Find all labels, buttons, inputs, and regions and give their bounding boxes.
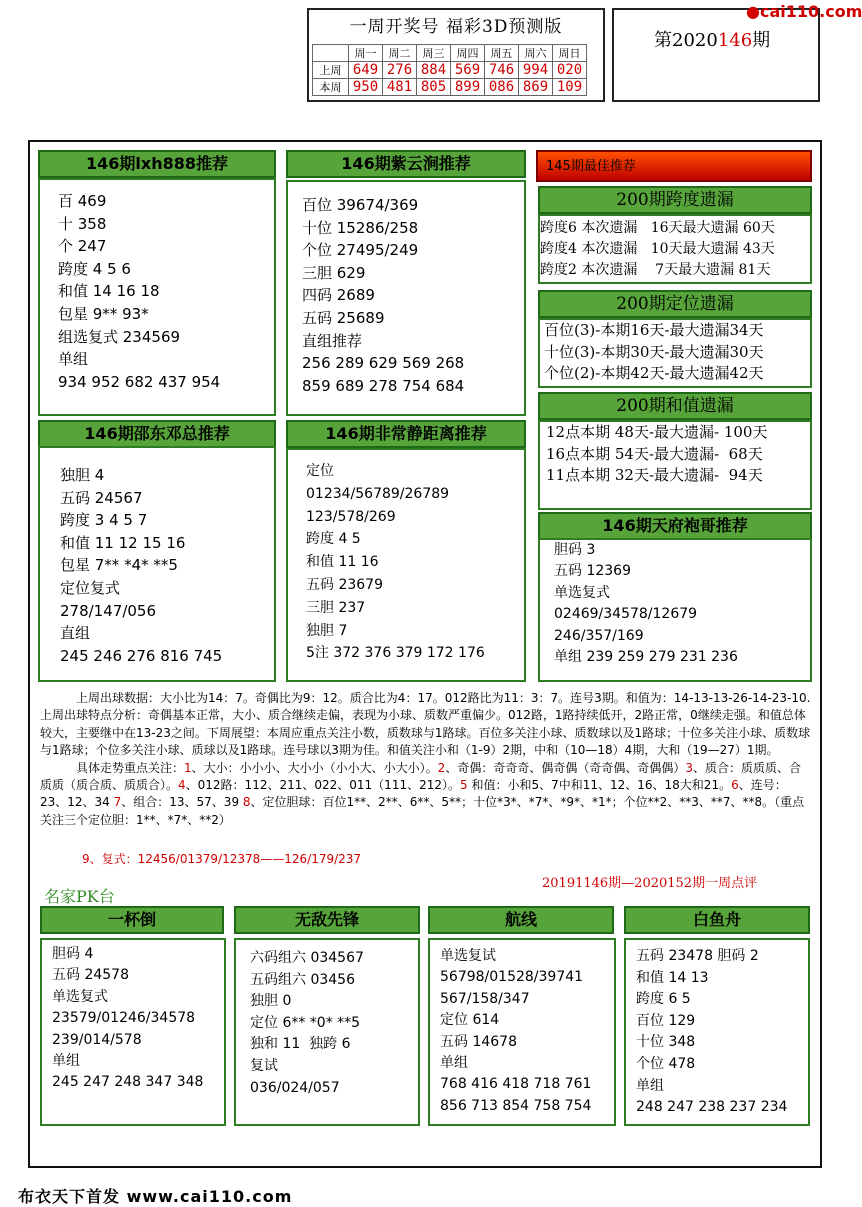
panel-lxh888-content xyxy=(58,190,220,393)
panel-line: 278/147/056 xyxy=(60,601,156,620)
pk-baiyuzhou-title: 白鱼舟 xyxy=(624,906,810,934)
draw-number: 805 xyxy=(417,79,451,96)
panel-line: 独和 11 独跨 6 xyxy=(250,1036,351,1053)
panel-line: 5注 372 376 379 172 176 xyxy=(306,645,485,662)
panel-line: 直组推荐 xyxy=(302,331,363,350)
footer-source: 布衣天下首发 www.cai110.com xyxy=(18,1187,293,1206)
panel-line: 12点本期 48天-最大遗漏- 100天 xyxy=(546,423,768,441)
analysis-summary: 上周出球数据：大小比为14：7。奇偶比为9：12。质合比为4：17。012路比为11：3：7。连号3期。和值为：14-13-13-26-14-23-10.上周出球特点分析：奇偶基本正常，大小、质合继续走偏，表现为小球、质数严重偏少。012路，1路持续低开，2路正常，0继续走强。和值总体较大，主要继中在13-23之间。下周展望：本周应重点关注小数，质数球与1路球。百位多关注小球、质数球以及1路球；十位多关注小球、质数球与1路球；个位多关注小球、质球以及1路球。连号球以3期为佳。和值关注小和（1-9）2期，中和（10—18）4期，大和（19—27）1期。 xyxy=(40,691,811,758)
panel-line: 五码 23478 胆码 2 xyxy=(636,948,759,964)
analysis-text xyxy=(40,690,812,829)
panel-line: 单选复试 xyxy=(440,948,496,964)
panel-line: 跨度 4 5 xyxy=(306,531,361,548)
weekly-draw-title: 一周开奖号 福彩3D预测版 xyxy=(349,17,563,37)
panel-line: 239/014/578 xyxy=(52,1031,142,1048)
panel-line: 十位 15286/258 xyxy=(302,218,419,237)
day-cell: 周四 xyxy=(451,45,485,62)
draw-number: 899 xyxy=(451,79,485,96)
panel-line: 跨度 3 4 5 7 xyxy=(60,511,148,530)
last-week-row xyxy=(313,62,587,79)
panel-line: 跨度 6 5 xyxy=(636,991,691,1008)
panel-line: 02469/34578/12679 xyxy=(554,606,698,623)
panel-tianfu-title: 146期天府袍哥推荐 xyxy=(538,512,812,540)
panel-line: 859 689 278 754 684 xyxy=(302,376,465,395)
panel-line: 复试 xyxy=(250,1057,278,1074)
panel-line: 五码 14678 xyxy=(440,1033,517,1050)
issue-box xyxy=(612,8,820,102)
panel-line: 跨度4 本次遗漏 10天最大遗漏 43天 xyxy=(540,241,775,257)
review-period: 20191146期—2020152期一周点评 xyxy=(542,876,758,891)
weekly-draw-box xyxy=(307,8,605,102)
panel-line: 百 469 xyxy=(58,192,107,210)
pk-hangxian-title: 航线 xyxy=(428,906,614,934)
panel-line: 包星 7** *4* **5 xyxy=(60,556,178,575)
pk-baiyuzhou-content xyxy=(636,946,787,1119)
panel-line: 独胆 7 xyxy=(306,622,348,639)
panel-lxh888-title: 146期lxh888推荐 xyxy=(38,150,276,178)
panel-line: 跨度2 本次遗漏 7天最大遗漏 81天 xyxy=(540,262,771,278)
day-row xyxy=(313,45,587,62)
panel-line: 定位 614 xyxy=(440,1012,500,1029)
panel-line: 单组 xyxy=(58,350,89,369)
weekly-draw-table xyxy=(312,44,587,96)
panel-line: 个位 27495/249 xyxy=(302,241,419,260)
panel-line: 定位复式 xyxy=(60,578,121,597)
panel-line: 定位 6** *0* **5 xyxy=(250,1014,361,1031)
panel-line: 跨度 4 5 6 xyxy=(58,259,131,278)
panel-line: 单组 xyxy=(52,1053,80,1070)
draw-number: 950 xyxy=(349,79,383,96)
panel-shaodong-title: 146期邵东邓总推荐 xyxy=(38,420,276,448)
panel-ziyunjian-title: 146期紫云涧推荐 xyxy=(286,150,526,178)
panel-line: 856 713 854 758 754 xyxy=(440,1097,592,1114)
span-omission-title: 200期跨度遗漏 xyxy=(538,186,812,214)
panel-line: 16点本期 54天-最大遗漏- 68天 xyxy=(546,444,763,463)
panel-line: 个 247 xyxy=(58,237,107,256)
panel-line: 直组 xyxy=(60,624,91,643)
panel-line: 五码 12369 xyxy=(554,563,631,580)
day-cell: 周六 xyxy=(519,45,553,62)
panel-line: 六码组六 034567 xyxy=(250,950,364,966)
panel-line: 五码 25689 xyxy=(302,308,385,327)
panel-line: 个位(2)-本期42天-最大遗漏42天 xyxy=(544,364,764,382)
panel-line: 单组 239 259 279 231 236 xyxy=(554,649,738,666)
draw-number: 869 xyxy=(519,79,553,96)
panel-line: 245 246 276 816 745 xyxy=(60,646,223,665)
panel-line: 256 289 629 569 268 xyxy=(302,354,465,373)
day-cell: 周三 xyxy=(417,45,451,62)
draw-number: 569 xyxy=(451,62,485,79)
panel-line: 十 358 xyxy=(58,214,107,233)
panel-line: 934 952 682 437 954 xyxy=(58,372,221,391)
panel-line: 23579/01246/34578 xyxy=(52,1010,196,1027)
sum-omission-title: 200期和值遗漏 xyxy=(538,392,812,420)
panel-line: 组选复式 234569 xyxy=(58,327,181,346)
site-logo[interactable]: ●cai110.com xyxy=(746,2,862,21)
draw-number: 481 xyxy=(383,79,417,96)
day-cell: 周日 xyxy=(553,45,587,62)
panel-line: 五码 24567 xyxy=(60,488,143,507)
panel-line: 四码 2689 xyxy=(302,286,375,305)
draw-number: 109 xyxy=(553,79,587,96)
panel-line: 独胆 4 xyxy=(60,466,105,484)
panel-line: 和值 11 16 xyxy=(306,554,379,571)
panel-line: 单选复式 xyxy=(554,584,610,601)
panel-line: 01234/56789/26789 xyxy=(306,485,450,502)
panel-line: 胆码 3 xyxy=(554,542,596,558)
panel-line: 036/024/057 xyxy=(250,1079,340,1096)
panel-line: 个位 478 xyxy=(636,1055,696,1072)
panel-line: 胆码 4 xyxy=(52,946,94,962)
panel-line: 768 416 418 718 761 xyxy=(440,1076,592,1093)
panel-line: 百位 39674/369 xyxy=(302,196,419,214)
pk-wudi-content xyxy=(250,948,364,1099)
panel-line: 十位(3)-本期30天-最大遗漏30天 xyxy=(544,342,764,361)
analysis-focus: 具体走势重点关注：1、大小：小小小、大小小（小小大、小大小）。2、奇偶：奇奇奇、偶奇偶（奇奇偶、奇偶偶）3、质合：质质质、合质质（质合质、质质合）。4、012路：112、211、022、011（111、212）。5 和值：小和5、7中和11、12、16、18大和21。6、连号：23、12、34 7、组合：13、57、39 8、定位胆球：百位1**、2**、6**、5**；十位*3*、*7*、*9*、*1*；个位**2、**3、**7、**8。（重点关注三个定位胆：1**、*7*、**2） xyxy=(40,760,805,827)
position-omission-content xyxy=(544,320,764,385)
panel-line: 十位 348 xyxy=(636,1034,696,1051)
panel-line: 11点本期 32天-最大遗漏- 94天 xyxy=(546,466,763,484)
panel-feichangjing-content xyxy=(306,460,485,665)
panel-line: 三胆 237 xyxy=(306,599,366,616)
row-label: 上周 xyxy=(313,62,349,79)
panel-line: 三胆 629 xyxy=(302,263,366,282)
panel-line: 跨度6 本次遗漏 16天最大遗漏 60天 xyxy=(540,220,775,236)
pk-yibeidao-title: 一杯倒 xyxy=(40,906,224,934)
draw-number: 884 xyxy=(417,62,451,79)
sum-omission-content xyxy=(546,422,767,487)
draw-number: 276 xyxy=(383,62,417,79)
draw-number: 649 xyxy=(349,62,383,79)
span-omission-content xyxy=(540,218,775,281)
panel-line: 和值 14 13 xyxy=(636,969,709,986)
draw-number: 746 xyxy=(485,62,519,79)
panel-line: 245 247 248 347 348 xyxy=(52,1074,204,1091)
issue-number: 第2020146期 xyxy=(654,30,771,51)
panel-line: 独胆 0 xyxy=(250,993,292,1010)
panel-line: 单选复式 xyxy=(52,988,108,1005)
pk-yibeidao-content xyxy=(52,944,203,1094)
panel-line: 567/158/347 xyxy=(440,990,530,1007)
position-omission-title: 200期定位遗漏 xyxy=(538,290,812,318)
panel-line: 56798/01528/39741 xyxy=(440,969,584,986)
panel-line: 单组 xyxy=(440,1055,468,1072)
panel-line: 五码组六 03456 xyxy=(250,971,355,988)
analysis-note-9: 9、复式：12456/01379/12378——126/179/237 xyxy=(82,852,362,866)
panel-ziyunjian-content xyxy=(302,194,464,397)
panel-tianfu-content xyxy=(554,540,738,668)
pk-wudi-title: 无敌先锋 xyxy=(234,906,420,934)
panel-line: 五码 23679 xyxy=(306,576,383,593)
panel-line: 123/578/269 xyxy=(306,508,396,525)
draw-number: 020 xyxy=(553,62,587,79)
pk-hangxian-content xyxy=(440,946,591,1117)
panel-line: 百位 129 xyxy=(636,1012,696,1029)
row-label: 本周 xyxy=(313,79,349,96)
draw-number: 994 xyxy=(519,62,553,79)
draw-number: 086 xyxy=(485,79,519,96)
day-cell: 周一 xyxy=(349,45,383,62)
day-cell: 周二 xyxy=(383,45,417,62)
best-recommend-banner: 145期最佳推荐 xyxy=(536,150,812,182)
panel-line: 和值 11 12 15 16 xyxy=(60,533,186,552)
panel-feichangjing-title: 146期非常静距离推荐 xyxy=(286,420,526,448)
panel-line: 包星 9** 93* xyxy=(58,304,149,323)
panel-line: 248 247 238 237 234 xyxy=(636,1099,788,1116)
panel-line: 定位 xyxy=(306,463,334,479)
panel-line: 246/357/169 xyxy=(554,627,644,644)
panel-line: 五码 24578 xyxy=(52,967,129,984)
panel-line: 百位(3)-本期16天-最大遗漏34天 xyxy=(544,321,764,339)
this-week-row xyxy=(313,79,587,96)
panel-line: 和值 14 16 18 xyxy=(58,282,160,301)
panel-line: 单组 xyxy=(636,1077,664,1094)
pk-section-title: 名家PK台 xyxy=(44,887,115,906)
panel-shaodong-content xyxy=(60,464,222,667)
day-cell: 周五 xyxy=(485,45,519,62)
